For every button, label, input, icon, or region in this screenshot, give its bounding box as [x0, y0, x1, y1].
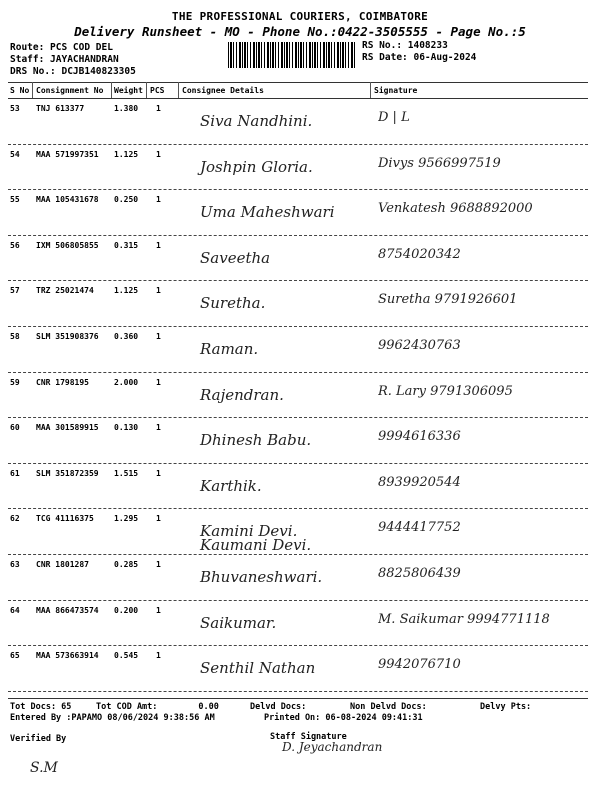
row-signature: 9942076710 — [378, 657, 461, 673]
row-pcs: 1 — [156, 423, 161, 433]
row-consignee: Karthik. — [200, 476, 262, 495]
total-docs: Tot Docs: 65 — [10, 702, 72, 712]
row-divider — [8, 235, 588, 236]
row-signature: 9962430763 — [378, 338, 461, 353]
row-weight: 0.315 — [114, 240, 139, 250]
row-weight: 0.545 — [114, 651, 139, 661]
row-pcs: 1 — [156, 149, 161, 159]
row-divider — [8, 189, 588, 190]
col-signature: Signature — [374, 86, 418, 95]
row-weight: 0.200 — [114, 605, 139, 615]
delivered-docs: Delvd Docs: — [250, 702, 307, 712]
row-pcs: 1 — [156, 286, 161, 296]
row-consignee: Rajendran. — [200, 385, 284, 404]
row-consignee: Uma Maheshwari — [200, 203, 335, 222]
drs-number: DRS No.: DCJB140823305 — [10, 66, 136, 77]
row-signature: 8939920544 — [378, 474, 461, 490]
total-cod-amount: Tot COD Amt: 0.00 — [96, 702, 219, 712]
row-sno: 62 — [10, 514, 20, 524]
row-consignee: Kamini Devi. Kaumani Devi. — [200, 522, 312, 555]
row-weight: 1.515 — [114, 468, 139, 478]
row-divider — [8, 417, 588, 418]
barcode — [228, 42, 356, 68]
row-signature: 9444417752 — [378, 520, 461, 536]
verified-by-label: Verified By — [10, 734, 67, 744]
row-signature: Divys 9566997519 — [378, 155, 501, 171]
row-consignee: Joshpin Gloria. — [200, 157, 313, 176]
rs-number: RS No.: 1408233 — [362, 40, 448, 51]
row-sno: 65 — [10, 651, 20, 661]
row-consignment-no: MAA 105431678 — [36, 195, 99, 205]
row-consignment-no: MAA 573663914 — [36, 651, 99, 661]
row-pcs: 1 — [156, 560, 161, 569]
row-signature: M. Saikumar 9994771118 — [378, 611, 550, 627]
staff-handwritten-signature: D. Jeyachandran — [282, 740, 383, 754]
row-consignment-no: MAA 301589915 — [36, 423, 99, 433]
row-weight: 1.125 — [114, 149, 139, 159]
row-consignment-no: SLM 351872359 — [36, 468, 99, 478]
row-consignment-no: IXM 506805855 — [36, 240, 99, 250]
row-divider — [8, 691, 588, 692]
runsheet-title: Delivery Runsheet - MO - Phone No.:0422-3505555 - Page No.:5 — [74, 24, 526, 39]
staff-signature-label: Staff Signature — [270, 732, 347, 742]
row-pcs: 1 — [156, 104, 161, 113]
row-weight: 0.285 — [114, 560, 139, 569]
row-consignment-no: MAA 571997351 — [36, 149, 99, 159]
row-sno: 59 — [10, 377, 20, 387]
row-signature: 8754020342 — [378, 246, 461, 262]
row-pcs: 1 — [156, 377, 161, 387]
col-sno: S No — [10, 86, 30, 95]
row-pcs: 1 — [156, 195, 161, 205]
row-signature: Venkatesh 9688892000 — [378, 201, 533, 217]
col-consignee: Consignee Details — [182, 86, 264, 95]
row-weight: 1.125 — [114, 286, 139, 296]
row-pcs: 1 — [156, 468, 161, 478]
row-consignment-no: TNJ 613377 — [36, 104, 85, 113]
row-sno: 61 — [10, 468, 20, 478]
row-divider — [8, 600, 588, 601]
row-sno: 60 — [10, 423, 20, 433]
row-consignee: Dhinesh Babu. — [200, 431, 312, 450]
rs-date: RS Date: 06-Aug-2024 — [362, 52, 477, 63]
staff-label: Staff: JAYACHANDRAN — [10, 54, 119, 65]
row-consignee: Bhuvaneshwari. — [200, 568, 323, 586]
row-sno: 63 — [10, 560, 20, 569]
row-weight: 0.250 — [114, 195, 139, 205]
footer-rule — [8, 698, 588, 699]
row-signature: R. Lary 9791306095 — [378, 383, 513, 399]
printed-on: Printed On: 06-08-2024 09:41:31 — [264, 713, 423, 723]
row-sno: 58 — [10, 332, 20, 341]
row-sno: 55 — [10, 195, 20, 205]
row-consignment-no: CNR 1801287 — [36, 560, 89, 569]
row-divider — [8, 372, 588, 373]
header-bottom-rule — [8, 98, 588, 99]
row-pcs: 1 — [156, 514, 161, 524]
row-consignee: Saveetha — [200, 248, 271, 267]
row-divider — [8, 554, 588, 555]
row-consignment-no: MAA 866473574 — [36, 605, 99, 615]
row-weight: 1.380 — [114, 104, 139, 113]
header-top-rule — [8, 82, 588, 83]
row-consignment-no: TRZ 25021474 — [36, 286, 94, 296]
row-consignment-no: TCG 41116375 — [36, 514, 94, 524]
row-signature: 9994616336 — [378, 429, 461, 445]
row-signature: D | L — [378, 110, 410, 125]
col-weight: Weight — [114, 86, 143, 95]
row-pcs: 1 — [156, 332, 161, 341]
row-divider — [8, 326, 588, 327]
row-consignment-no: SLM 351908376 — [36, 332, 99, 341]
row-consignment-no: CNR 1798195 — [36, 377, 89, 387]
row-consignee: Senthil Nathan — [200, 659, 316, 678]
row-signature: 8825806439 — [378, 566, 461, 581]
row-signature: Suretha 9791926601 — [378, 292, 518, 308]
row-pcs: 1 — [156, 240, 161, 250]
row-consignee: Suretha. — [200, 294, 266, 313]
row-sno: 57 — [10, 286, 20, 296]
row-consignee: Saikumar. — [200, 613, 277, 632]
row-weight: 2.000 — [114, 377, 139, 387]
row-pcs: 1 — [156, 605, 161, 615]
col-pcs: PCS — [150, 86, 165, 95]
row-divider — [8, 508, 588, 509]
col-consignment: Consignment No — [36, 86, 104, 95]
entered-by: Entered By :PAPAMO 08/06/2024 9:38:56 AM — [10, 713, 215, 723]
row-divider — [8, 645, 588, 646]
row-consignee: Raman. — [200, 340, 259, 358]
row-divider — [8, 144, 588, 145]
row-divider — [8, 463, 588, 464]
row-consignee: Siva Nandhini. — [200, 112, 313, 130]
row-weight: 1.295 — [114, 514, 139, 524]
row-sno: 56 — [10, 240, 20, 250]
delivery-points: Delvy Pts: — [480, 702, 532, 712]
row-sno: 54 — [10, 149, 20, 159]
row-divider — [8, 280, 588, 281]
company-name: THE PROFESSIONAL COURIERS, COIMBATORE — [171, 10, 429, 23]
route-label: Route: PCS COD DEL — [10, 42, 113, 53]
row-sno: 53 — [10, 104, 20, 113]
non-delivered-docs: Non Delvd Docs: — [350, 702, 427, 712]
row-weight: 0.130 — [114, 423, 139, 433]
verifier-handwritten-signature: S.M — [30, 760, 58, 776]
row-pcs: 1 — [156, 651, 161, 661]
row-sno: 64 — [10, 605, 20, 615]
row-weight: 0.360 — [114, 332, 139, 341]
